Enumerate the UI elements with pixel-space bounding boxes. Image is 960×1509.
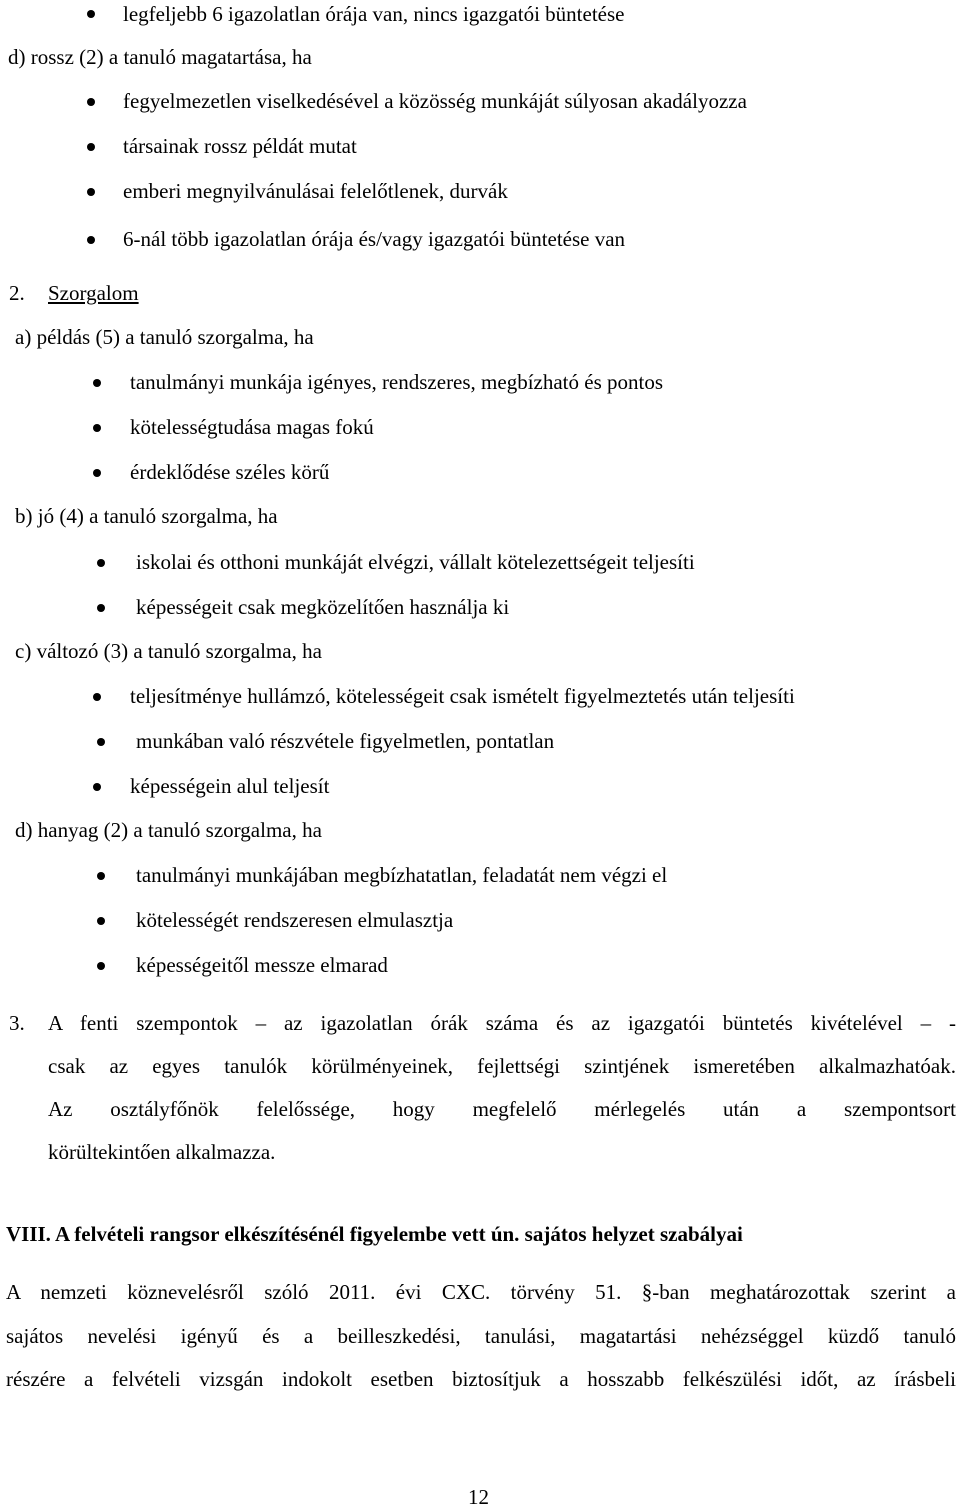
- list-heading: d) hanyag (2) a tanuló szorgalma, ha: [15, 818, 322, 842]
- section-heading: VIII. A felvételi rangsor elkészítésénél figyelembe vett ún. sajátos helyzet szabályai: [6, 1222, 743, 1246]
- list-heading: d) rossz (2) a tanuló magatartása, ha: [8, 45, 312, 69]
- bullet-icon: [93, 783, 101, 791]
- paragraph-line: körültekintően alkalmazza.: [48, 1140, 276, 1164]
- list-heading: a) példás (5) a tanuló szorgalma, ha: [15, 325, 314, 349]
- section-number: 3.: [9, 1011, 25, 1035]
- paragraph-line: részére a felvételi vizsgán indokolt esetben biztosítjuk a hosszabb felkészülési időt, az írásbeli: [6, 1367, 956, 1391]
- bullet-icon: [97, 559, 105, 567]
- section-number: 2.: [9, 281, 25, 305]
- paragraph-line: A nemzeti köznevelésről szóló 2011. évi CXC. törvény 51. §-ban meghatározottak szerint a: [6, 1280, 956, 1304]
- list-item: fegyelmezetlen viselkedésével a közösség munkáját súlyosan akadályozza: [123, 89, 747, 113]
- page-number: 12: [468, 1485, 489, 1509]
- list-item: 6-nál több igazolatlan órája és/vagy igazgatói büntetése van: [123, 227, 626, 251]
- paragraph-line: csak az egyes tanulók körülményeinek, fejlettségi szintjének ismeretében alkalmazhatóak.: [48, 1054, 956, 1078]
- bullet-icon: [97, 604, 105, 612]
- bullet-icon: [97, 872, 105, 880]
- bullet-icon: [87, 143, 95, 151]
- paragraph-line: A fenti szempontok – az igazolatlan órák száma és az igazgatói büntetés kivételével – -: [48, 1011, 956, 1035]
- list-item: képességeit csak megközelítően használja ki: [136, 595, 510, 619]
- section-title: Szorgalom: [48, 281, 139, 305]
- bullet-icon: [93, 469, 101, 477]
- bullet-icon: [87, 98, 95, 106]
- list-item: emberi megnyilvánulásai felelőtlenek, durvák: [123, 179, 508, 203]
- list-item: kötelességét rendszeresen elmulasztja: [136, 908, 454, 932]
- bullet-icon: [97, 738, 105, 746]
- list-item: legfeljebb 6 igazolatlan órája van, nincs igazgatói büntetése: [123, 2, 625, 26]
- bullet-icon: [97, 917, 105, 925]
- list-item: kötelességtudása magas fokú: [130, 415, 374, 439]
- list-item: munkában való részvétele figyelmetlen, pontatlan: [136, 729, 555, 753]
- bullet-icon: [97, 962, 105, 970]
- bullet-icon: [87, 10, 95, 18]
- bullet-icon: [93, 693, 101, 701]
- list-item: társainak rossz példát mutat: [123, 134, 357, 158]
- list-item: képességein alul teljesít: [130, 774, 330, 798]
- bullet-icon: [87, 188, 95, 196]
- list-item: képességeitől messze elmarad: [136, 953, 388, 977]
- list-item: teljesítménye hullámzó, kötelességeit csak ismételt figyelmeztetés után teljesíti: [130, 684, 795, 708]
- list-item: iskolai és otthoni munkáját elvégzi, vállalt kötelezettségeit teljesíti: [136, 550, 695, 574]
- bullet-icon: [93, 424, 101, 432]
- paragraph-line: sajátos nevelési igényű és a beilleszkedési, tanulási, magatartási nehézséggel küzdő tanuló: [6, 1324, 956, 1348]
- list-item: tanulmányi munkája igényes, rendszeres, megbízható és pontos: [130, 370, 664, 394]
- list-item: érdeklődése széles körű: [130, 460, 330, 484]
- list-heading: c) változó (3) a tanuló szorgalma, ha: [15, 639, 322, 663]
- paragraph-line: Az osztályfőnök felelőssége, hogy megfelelő mérlegelés után a szempontsort: [48, 1097, 956, 1121]
- list-heading: b) jó (4) a tanuló szorgalma, ha: [15, 504, 278, 528]
- bullet-icon: [87, 236, 95, 244]
- list-item: tanulmányi munkájában megbízhatatlan, feladatát nem végzi el: [136, 863, 668, 887]
- bullet-icon: [93, 379, 101, 387]
